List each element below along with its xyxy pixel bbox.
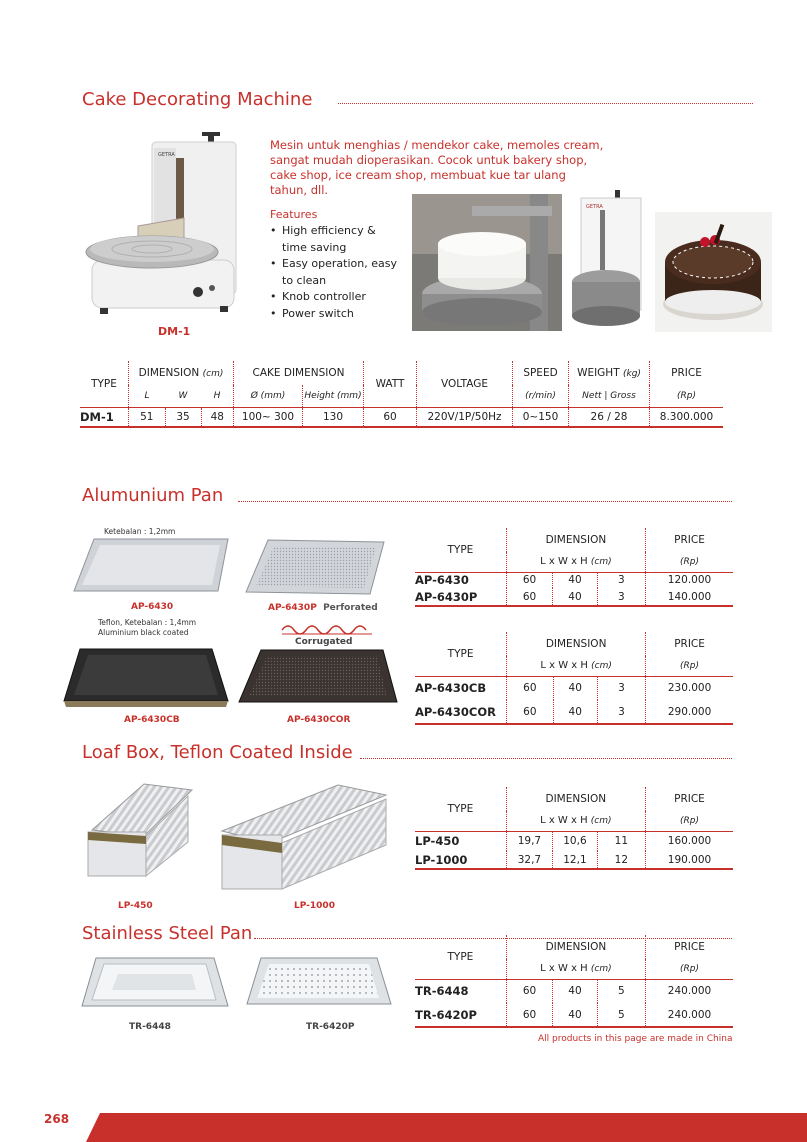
caption-ap-6430: AP-6430 bbox=[131, 602, 174, 612]
alu-pan-table-1 bbox=[415, 528, 733, 607]
caption-lp-450: LP-450 bbox=[118, 901, 153, 911]
machine-photo bbox=[570, 190, 645, 330]
cell-price: 240.000 bbox=[645, 1003, 733, 1027]
cell-w: 40 bbox=[553, 979, 597, 1003]
machine-description: Mesin untuk menghias / mendekor cake, memoles cream, sangat mudah dioperasikan. Cocok untuk bakery shop, cake shop, ice cream shop, membuat kue tar ulang tahun, dll. bbox=[270, 138, 604, 197]
caption-lp-1000: LP-1000 bbox=[294, 901, 335, 911]
cell-l: 51 bbox=[129, 407, 166, 427]
feature-item: • Easy operation, easy to clean bbox=[270, 256, 400, 289]
cell-h: 3 bbox=[597, 676, 645, 700]
header-type: TYPE bbox=[415, 787, 506, 831]
cell-h: 3 bbox=[597, 588, 645, 606]
cell-l: 60 bbox=[507, 676, 553, 700]
header-type: TYPE bbox=[80, 361, 129, 407]
title-divider bbox=[238, 501, 732, 502]
cell-w: 40 bbox=[553, 676, 597, 700]
cell-w: 35 bbox=[165, 407, 201, 427]
cell-price: 290.000 bbox=[646, 700, 733, 724]
caption-ap-6430cb: AP-6430CB bbox=[124, 715, 180, 725]
sub-l: L bbox=[129, 385, 166, 407]
cell-price: 230.000 bbox=[646, 676, 733, 700]
header-price: PRICE bbox=[646, 632, 733, 656]
header-dim-sub: L x W x H (cm) bbox=[506, 811, 645, 831]
header-price: PRICE bbox=[645, 528, 733, 552]
sub-diameter: Ø (mm) bbox=[234, 385, 303, 407]
features-title: Features bbox=[270, 208, 318, 221]
cell-w: 40 bbox=[553, 700, 597, 724]
ap-6430cor-image bbox=[237, 648, 399, 710]
machine-brand: GETRA bbox=[158, 152, 175, 158]
cell-h: 3 bbox=[597, 572, 645, 588]
table-row bbox=[415, 676, 733, 700]
cell-type: AP-6430CB bbox=[415, 681, 487, 696]
cell-type: AP-6430P bbox=[415, 588, 506, 606]
sub-h: H bbox=[201, 385, 234, 407]
tr-6448-image bbox=[78, 954, 232, 1014]
cell-h: 3 bbox=[597, 700, 645, 724]
cell-height: 130 bbox=[303, 407, 364, 427]
header-dimension: DIMENSION bbox=[507, 632, 646, 656]
feature-item: • Knob controller bbox=[270, 289, 400, 306]
chocolate-cake-photo bbox=[655, 212, 772, 332]
ap-6430cb-image bbox=[62, 647, 232, 711]
alu-pan-table-2 bbox=[415, 632, 733, 725]
header-price: PRICE bbox=[645, 787, 733, 811]
cell-h: 11 bbox=[597, 831, 645, 851]
header-dimension: DIMENSION bbox=[506, 935, 645, 959]
lp-1000-image bbox=[218, 783, 390, 893]
cake-photo bbox=[412, 194, 562, 331]
table-row bbox=[415, 851, 733, 869]
header-voltage: VOLTAGE bbox=[417, 361, 513, 407]
cell-diameter: 100~ 300 bbox=[234, 407, 303, 427]
cell-l: 60 bbox=[506, 1003, 552, 1027]
header-dimension: DIMENSION (cm) bbox=[129, 361, 234, 385]
table-row bbox=[415, 1003, 733, 1027]
footer-bar bbox=[100, 1113, 807, 1142]
cell-type: AP-6430COR bbox=[415, 700, 507, 724]
feature-item: • High efficiency & time saving bbox=[270, 223, 400, 256]
header-price-sub: (Rp) bbox=[645, 552, 733, 572]
header-dimension: DIMENSION bbox=[506, 528, 645, 552]
caption-ap-6430p: AP-6430P Perforated bbox=[268, 603, 378, 613]
cake-machine-spec-table bbox=[80, 361, 723, 428]
ap-6430p-image bbox=[240, 538, 390, 600]
teflon-note: Teflon, Ketebalan : 1,4mm bbox=[98, 618, 197, 627]
cell-speed: 0~150 bbox=[513, 407, 569, 427]
cell-type: AP-6430 bbox=[415, 573, 469, 588]
caption-ap-6430cor: AP-6430COR bbox=[287, 715, 351, 725]
header-type: TYPE bbox=[415, 632, 507, 676]
cell-type: DM-1 bbox=[80, 407, 129, 427]
cell-w: 10,6 bbox=[553, 831, 598, 851]
title-divider bbox=[360, 758, 732, 759]
header-cake-dimension: CAKE DIMENSION bbox=[234, 361, 364, 385]
origin-footnote: All products in this page are made in China bbox=[538, 1034, 733, 1044]
table-row bbox=[415, 588, 733, 606]
sub-weight: Nett | Gross bbox=[569, 385, 650, 407]
cell-type: LP-450 bbox=[415, 834, 460, 849]
cell-l: 60 bbox=[506, 588, 552, 606]
cell-type: LP-1000 bbox=[415, 851, 506, 869]
title-divider bbox=[338, 103, 753, 104]
cell-voltage: 220V/1P/50Hz bbox=[417, 407, 513, 427]
table-row bbox=[415, 979, 733, 1003]
steel-pan-table bbox=[415, 935, 733, 1028]
cell-w: 40 bbox=[553, 1003, 597, 1027]
features-list bbox=[270, 223, 400, 322]
header-price-sub: (Rp) bbox=[645, 959, 733, 979]
header-price-sub: (Rp) bbox=[645, 811, 733, 831]
header-watt: WATT bbox=[364, 361, 417, 407]
cell-type: TR-6448 bbox=[415, 984, 469, 999]
page-number: 268 bbox=[44, 1112, 70, 1126]
loaf-box-table bbox=[415, 787, 733, 870]
table-row bbox=[80, 407, 723, 427]
table-row bbox=[415, 572, 733, 588]
section-title-alu: Alumunium Pan bbox=[82, 485, 224, 506]
cell-price: 160.000 bbox=[645, 831, 733, 851]
cake-machine-image bbox=[80, 128, 240, 328]
cell-w: 40 bbox=[553, 588, 597, 606]
cell-w: 12,1 bbox=[553, 851, 598, 869]
caption-tr-6420p: TR-6420P bbox=[306, 1022, 355, 1032]
cell-h: 5 bbox=[597, 1003, 645, 1027]
table-row bbox=[415, 831, 733, 851]
lp-450-image bbox=[84, 780, 196, 880]
sub-height: Height (mm) bbox=[303, 385, 364, 407]
cell-l: 60 bbox=[506, 979, 552, 1003]
cell-h: 12 bbox=[597, 851, 645, 869]
machine-caption: DM-1 bbox=[158, 325, 191, 338]
header-dimension: DIMENSION bbox=[506, 787, 645, 811]
cell-price: 140.000 bbox=[645, 588, 733, 606]
cell-price: 8.300.000 bbox=[650, 407, 724, 427]
cell-l: 19,7 bbox=[506, 831, 553, 851]
cell-l: 60 bbox=[506, 572, 552, 588]
machine-photo-brand: GETRA bbox=[586, 204, 603, 210]
cell-l: 32,7 bbox=[506, 851, 553, 869]
header-dim-sub: L x W x H (cm) bbox=[507, 656, 646, 676]
header-price-sub: (Rp) bbox=[646, 656, 733, 676]
header-type: TYPE bbox=[415, 528, 506, 572]
section-title-loaf: Loaf Box, Teflon Coated Inside bbox=[82, 742, 353, 763]
sub-w: W bbox=[165, 385, 201, 407]
cell-price: 120.000 bbox=[645, 572, 733, 588]
table-row bbox=[415, 700, 733, 724]
ap-6430-image bbox=[68, 537, 236, 597]
tr-6420p-image bbox=[243, 954, 395, 1012]
cell-watt: 60 bbox=[364, 407, 417, 427]
cell-h: 48 bbox=[201, 407, 234, 427]
header-type: TYPE bbox=[415, 935, 506, 979]
caption-tr-6448: TR-6448 bbox=[129, 1022, 171, 1032]
cell-weight: 26 / 28 bbox=[569, 407, 650, 427]
cell-price: 240.000 bbox=[645, 979, 733, 1003]
thickness-note: Ketebalan : 1,2mm bbox=[104, 527, 176, 536]
header-speed: SPEED bbox=[513, 361, 569, 385]
sub-price: (Rp) bbox=[650, 385, 724, 407]
header-price: PRICE bbox=[650, 361, 724, 385]
feature-item: • Power switch bbox=[270, 306, 400, 323]
corrugated-label: Corrugated bbox=[295, 637, 353, 647]
header-price: PRICE bbox=[645, 935, 733, 959]
section-title-cake: Cake Decorating Machine bbox=[82, 89, 313, 110]
header-dim-sub: L x W x H (cm) bbox=[506, 552, 645, 572]
cell-price: 190.000 bbox=[645, 851, 733, 869]
header-weight: WEIGHT (kg) bbox=[569, 361, 650, 385]
coating-note: Aluminium black coated bbox=[98, 628, 189, 637]
sub-speed: (r/min) bbox=[513, 385, 569, 407]
cell-type: TR-6420P bbox=[415, 1003, 506, 1027]
cell-l: 60 bbox=[507, 700, 553, 724]
section-title-steel: Stainless Steel Pan bbox=[82, 923, 253, 944]
cell-w: 40 bbox=[553, 572, 597, 588]
corrugated-icon bbox=[280, 620, 374, 636]
header-dim-sub: L x W x H (cm) bbox=[506, 959, 645, 979]
cell-h: 5 bbox=[597, 979, 645, 1003]
